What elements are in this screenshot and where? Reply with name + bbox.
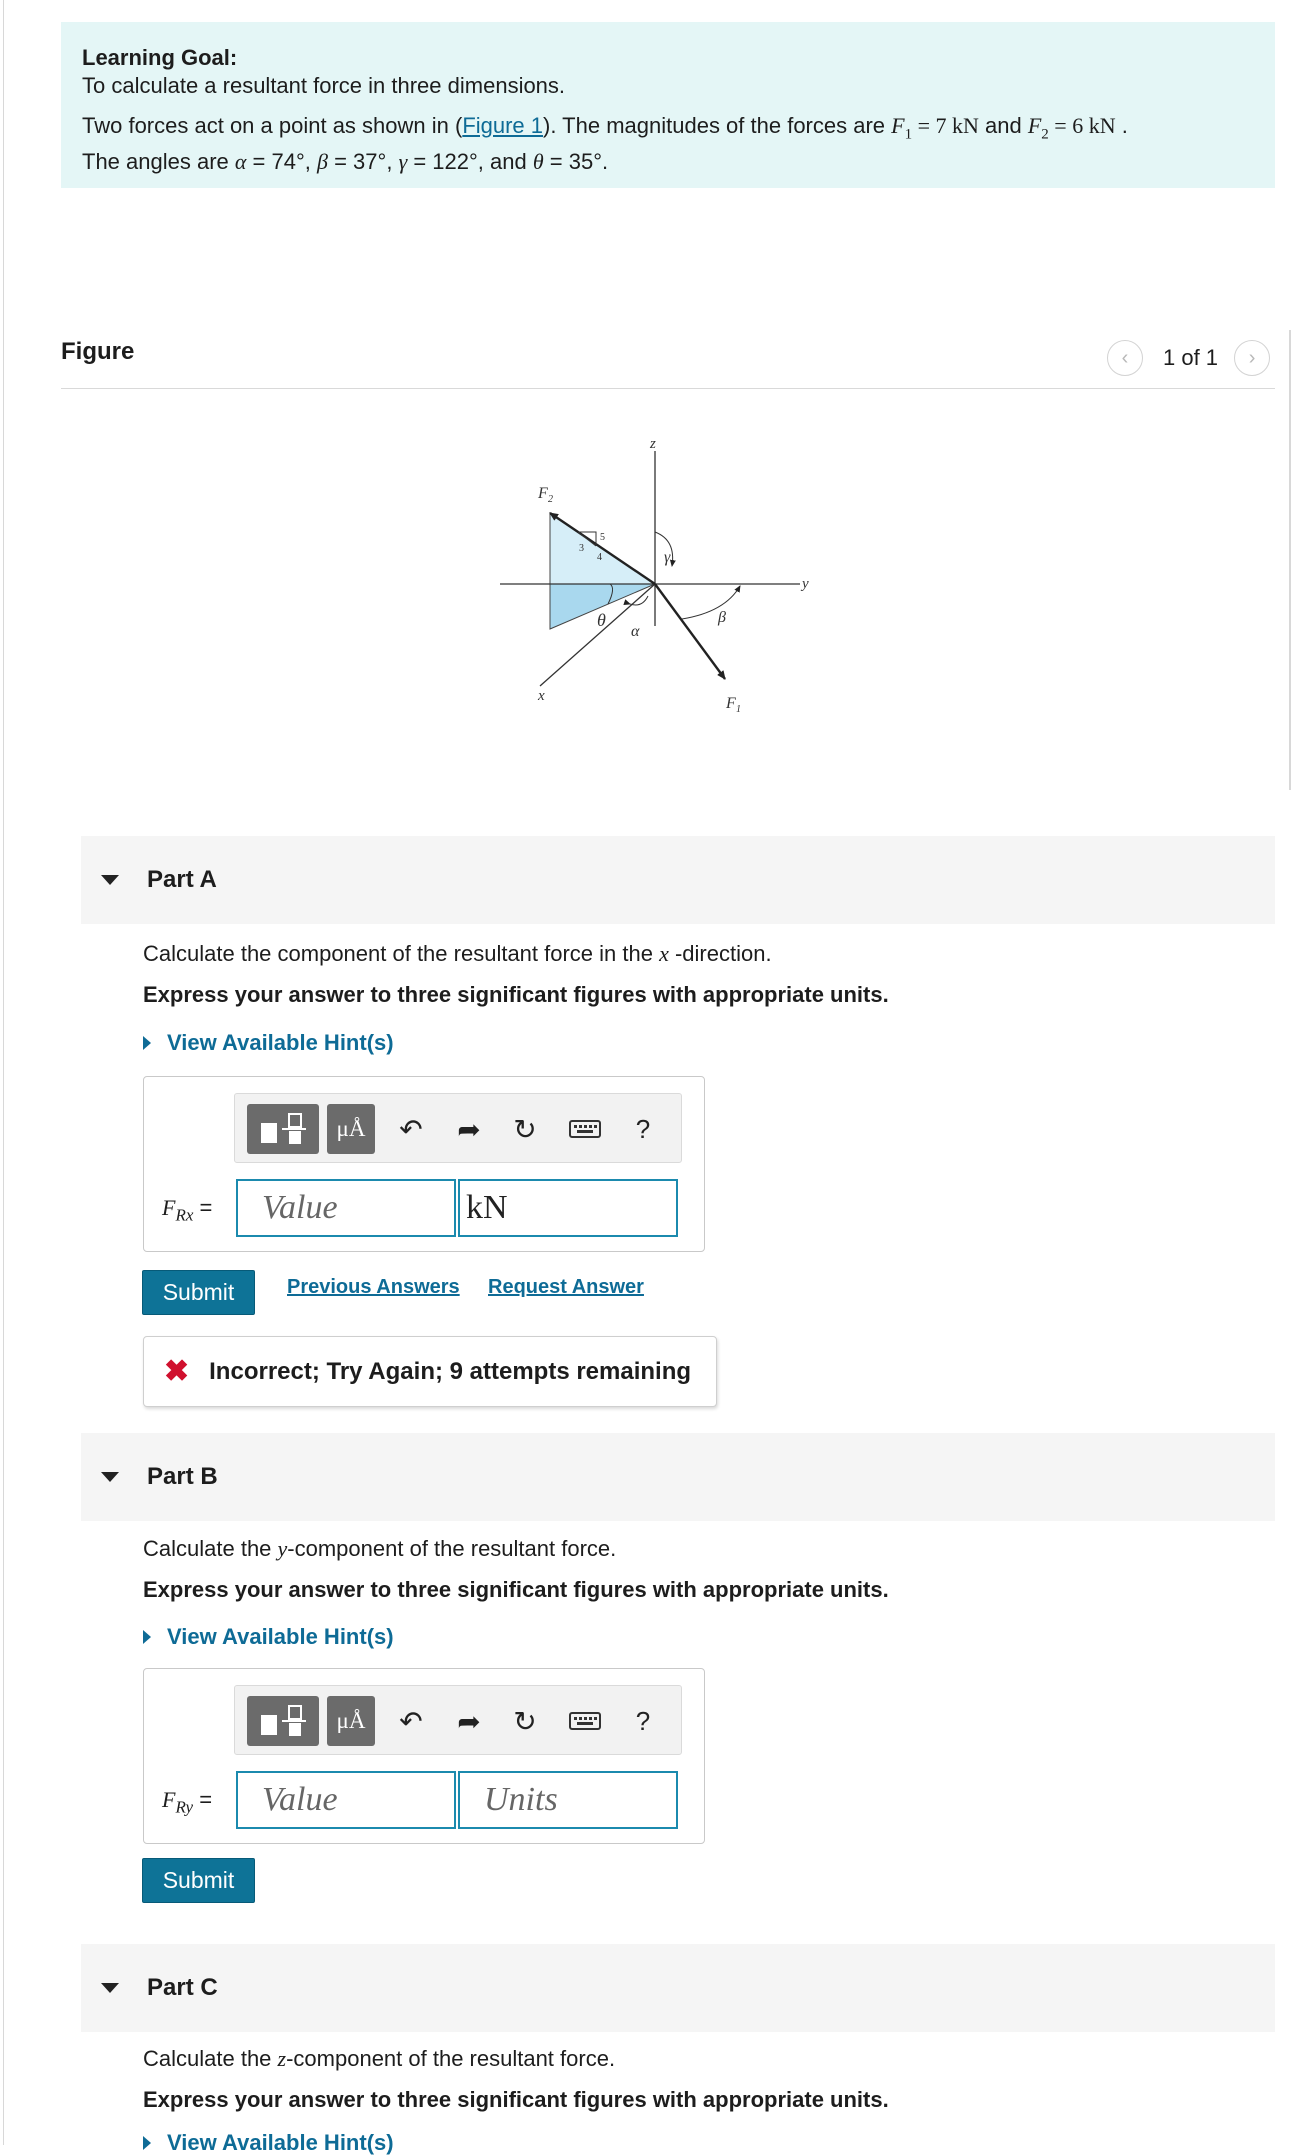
feedback-text: Incorrect; Try Again; 9 attempts remaining <box>209 1357 692 1385</box>
prompt-text: Calculate the component of the resultant force in the <box>143 941 660 966</box>
part-a-answer-box <box>143 1076 705 1252</box>
redo-icon[interactable]: ➦ <box>457 1705 481 1737</box>
slope-label-4: 4 <box>597 552 602 563</box>
chevron-right-icon[interactable]: › <box>1234 340 1270 376</box>
slope-label-3: 3 <box>579 543 584 554</box>
part-b-hint-toggle[interactable] <box>143 1624 394 1650</box>
part-b-answer-box <box>143 1668 705 1844</box>
figure-pager <box>1107 340 1270 376</box>
alpha-symbol: α <box>234 149 247 175</box>
y-axis-label: y <box>802 576 809 592</box>
keyboard-icon[interactable] <box>565 1104 605 1154</box>
goal-paragraph-2 <box>82 148 1254 176</box>
caret-down-icon <box>101 875 119 885</box>
math-toolbar <box>234 1685 682 1755</box>
f2-subscript: 2 <box>1041 126 1049 143</box>
f1-subscript: 1 <box>904 126 913 143</box>
units-mu-icon[interactable]: μÅ <box>327 1696 375 1746</box>
prompt-text: -component of the resultant force. <box>287 1536 617 1561</box>
prompt-text: Calculate the <box>143 2046 278 2071</box>
part-c-prompt <box>143 2046 615 2072</box>
prompt-text: -direction. <box>668 941 772 966</box>
undo-icon[interactable]: ↶ <box>399 1705 423 1737</box>
fy-units-input[interactable]: Units <box>458 1771 678 1829</box>
redo-icon[interactable]: ➦ <box>457 1113 481 1145</box>
force-diagram <box>500 436 830 726</box>
goal-text: and <box>978 113 1028 138</box>
caret-right-icon <box>143 1036 151 1050</box>
part-a-instruction: Express your answer to three significant figures with appropriate units. <box>143 982 889 1007</box>
fx-units-input[interactable]: kN <box>458 1179 678 1237</box>
scrollbar-track[interactable] <box>1289 330 1291 790</box>
caret-right-icon <box>143 2136 151 2150</box>
f2-value: = 6 kN <box>1048 113 1116 138</box>
learning-goal-subtitle: To calculate a resultant force in three dimensions. <box>82 73 566 98</box>
fy-value-input[interactable]: Value <box>236 1771 456 1829</box>
goal-text: ). The magnitudes of the forces are <box>543 113 892 138</box>
slope-label-5: 5 <box>600 532 605 543</box>
f1-force-arrow <box>655 584 725 679</box>
part-a-title: Part A <box>147 866 217 893</box>
figure-1-link[interactable]: Figure 1 <box>462 113 544 138</box>
left-border <box>3 0 4 2145</box>
f1-value: = 7 kN <box>912 113 979 138</box>
pager-count: 1 of 1 <box>1163 345 1219 370</box>
fy-label <box>162 1787 212 1817</box>
fx-label <box>162 1195 212 1225</box>
part-a-hint-toggle[interactable] <box>143 1030 394 1056</box>
templates-icon[interactable] <box>247 1104 319 1154</box>
part-a-prompt <box>143 941 772 967</box>
x-axis-label: x <box>538 688 545 704</box>
part-b-header[interactable] <box>81 1433 1275 1521</box>
hint-label: View Available Hint(s) <box>167 1624 394 1649</box>
label-symbol: F <box>162 1787 176 1812</box>
units-mu-icon[interactable]: μÅ <box>327 1104 375 1154</box>
f1-label-subscript: 1 <box>736 704 741 715</box>
previous-answers-link[interactable]: Previous Answers <box>287 1276 460 1298</box>
prompt-variable: y <box>277 1536 288 1561</box>
goal-text: The angles are <box>82 149 235 175</box>
keyboard-icon[interactable] <box>565 1696 605 1746</box>
prompt-variable: z <box>277 2046 287 2071</box>
label-subscript: Ry <box>175 1797 194 1817</box>
help-icon[interactable]: ? <box>635 1113 651 1144</box>
label-equals: = <box>193 1787 213 1812</box>
f2-symbol: F <box>1027 113 1042 138</box>
f1-symbol: F <box>891 113 905 138</box>
theta-value: = 35°. <box>543 149 609 175</box>
label-subscript: Rx <box>175 1205 194 1225</box>
caret-down-icon <box>101 1983 119 1993</box>
part-b-instruction: Express your answer to three significant figures with appropriate units. <box>143 1577 889 1602</box>
z-axis-label: z <box>650 436 656 452</box>
reset-icon[interactable]: ↻ <box>513 1113 537 1145</box>
part-c-title: Part C <box>147 1974 218 2001</box>
part-b-title: Part B <box>147 1463 218 1490</box>
learning-goal-title: Learning Goal: <box>82 45 238 70</box>
beta-label: β <box>718 609 726 626</box>
part-c-header[interactable] <box>81 1944 1275 2032</box>
fx-value-input[interactable]: Value <box>236 1179 456 1237</box>
f2-label-subscript: 2 <box>548 494 553 505</box>
label-symbol: F <box>162 1195 176 1220</box>
prompt-variable: x <box>659 941 669 966</box>
learning-goal-panel <box>61 22 1275 188</box>
goal-text: . <box>1115 113 1128 138</box>
theta-label: θ <box>597 610 606 630</box>
prompt-text: Calculate the <box>143 1536 278 1561</box>
alpha-label: α <box>631 623 640 640</box>
part-a-header[interactable] <box>81 836 1275 924</box>
alpha-value: = 74°, <box>246 149 318 175</box>
beta-value: = 37°, <box>327 149 399 175</box>
caret-right-icon <box>143 1630 151 1644</box>
part-b-prompt <box>143 1536 616 1562</box>
figure-title: Figure <box>61 338 135 365</box>
goal-paragraph-1 <box>82 112 1254 148</box>
part-c-hint-toggle[interactable] <box>143 2130 394 2156</box>
templates-icon[interactable] <box>247 1696 319 1746</box>
error-x-icon: ✖ <box>164 1355 190 1388</box>
math-toolbar <box>234 1093 682 1163</box>
undo-icon[interactable]: ↶ <box>399 1113 423 1145</box>
request-answer-link[interactable]: Request Answer <box>488 1276 644 1298</box>
goal-text: Two forces act on a point as shown in ( <box>82 113 463 138</box>
gamma-symbol: γ <box>398 149 408 175</box>
figure-divider <box>61 388 1275 389</box>
hint-label: View Available Hint(s) <box>167 2130 394 2155</box>
reset-icon[interactable]: ↻ <box>513 1705 537 1737</box>
beta-symbol: β <box>317 149 328 175</box>
gamma-value: = 122°, and <box>407 149 533 175</box>
chevron-left-icon[interactable]: ‹ <box>1107 340 1143 376</box>
hint-label: View Available Hint(s) <box>167 1030 394 1055</box>
part-b-submit-button[interactable]: Submit <box>142 1858 255 1903</box>
gamma-label: γ <box>664 549 671 566</box>
part-a-submit-button[interactable]: Submit <box>142 1270 255 1315</box>
help-icon[interactable]: ? <box>635 1705 651 1736</box>
theta-symbol: θ <box>532 149 544 175</box>
beta-arc <box>682 586 740 619</box>
label-equals: = <box>193 1195 213 1220</box>
f2-label: F <box>538 485 548 502</box>
prompt-text: -component of the resultant force. <box>286 2046 616 2071</box>
f1-label: F <box>726 695 736 712</box>
part-a-feedback <box>143 1336 717 1407</box>
caret-down-icon <box>101 1472 119 1482</box>
part-c-instruction: Express your answer to three significant figures with appropriate units. <box>143 2087 889 2112</box>
